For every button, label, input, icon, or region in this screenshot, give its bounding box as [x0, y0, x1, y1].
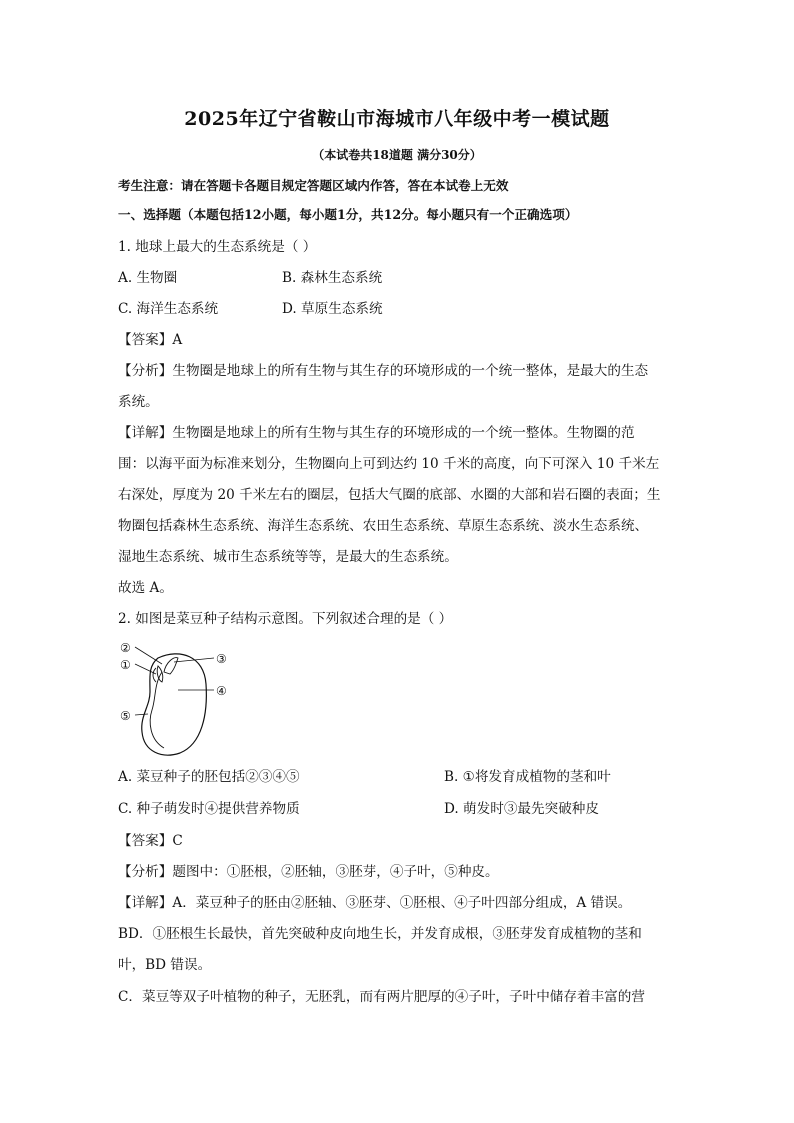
- figure-label-4: ④: [216, 684, 227, 698]
- question-2-option-b: B. ①将发育成植物的茎和叶: [444, 769, 611, 785]
- figure-label-3: ③: [216, 652, 227, 666]
- seed-coat-outline: [142, 654, 207, 755]
- question-1-detail-line: 物圈包括森林生态系统、海洋生态系统、农田生态系统、草原生态系统、淡水生态系统、: [118, 518, 649, 534]
- question-1-analysis-line: 系统。: [118, 394, 159, 410]
- question-1-option-a: A. 生物圈: [118, 270, 178, 286]
- question-2-detail-line: BD．①胚根生长最快，首先突破种皮向地生长，并发育成根，③胚芽发育成植物的茎和: [118, 926, 642, 942]
- question-2-stem: 2. 如图是菜豆种子结构示意图。下列叙述合理的是（ ）: [118, 611, 453, 627]
- exam-notice: 考生注意：请在答题卡各题目规定答题区域内作答，答在本试卷上无效: [118, 178, 509, 193]
- plumule-shape: [164, 658, 178, 674]
- question-1-answer: 【答案】A: [118, 332, 183, 348]
- cotyledon-outline: [150, 672, 164, 748]
- question-1-detail-line: 右深处，厚度为 20 千米左右的圈层，包括大气圈的底部、水圈的大部和岩石圈的表面；生: [118, 487, 661, 503]
- figure-label-1: ①: [120, 658, 131, 672]
- question-2-option-a: A. 菜豆种子的胚包括②③④⑤: [118, 769, 300, 785]
- question-1-detail-line: 【详解】生物圈是地球上的所有生物与其生存的环境形成的一个统一整体。生物圈的范: [118, 425, 635, 441]
- question-1-conclusion: 故选 A。: [118, 580, 173, 596]
- question-2-option-d: D. 萌发时③最先突破种皮: [444, 801, 599, 817]
- question-1-detail-line: 湿地生态系统、城市生态系统等等，是最大的生态系统。: [118, 549, 458, 565]
- section-heading-choice: 一、选择题（本题包括12小题，每小题1分，共12分。每小题只有一个正确选项）: [118, 207, 578, 222]
- question-1-option-b: B. 森林生态系统: [282, 270, 383, 286]
- question-2-analysis: 【分析】题图中：①胚根，②胚轴，③胚芽，④子叶，⑤种皮。: [118, 864, 499, 880]
- question-2-option-c: C. 种子萌发时④提供营养物质: [118, 801, 300, 817]
- page-title: 2025年辽宁省鞍山市海城市八年级中考一模试题: [184, 108, 610, 130]
- question-1-option-d: D. 草原生态系统: [282, 301, 383, 317]
- question-1-stem: 1. 地球上最大的生态系统是（ ）: [118, 239, 317, 255]
- figure-label-2: ②: [120, 641, 131, 655]
- figure-label-5: ⑤: [120, 709, 131, 723]
- question-1-option-c: C. 海洋生态系统: [118, 301, 219, 317]
- question-1-analysis-line: 【分析】生物圈是地球上的所有生物与其生存的环境形成的一个统一整体，是最大的生态: [118, 363, 649, 379]
- question-2-answer: 【答案】C: [118, 833, 183, 849]
- question-1-detail-line: 围：以海平面为标准来划分，生物圈向上可到达约 10 千米的高度，向下可深入 10 千米左: [118, 456, 660, 472]
- radicle-shape: [153, 668, 156, 682]
- page-subtitle: （本试卷共18道题 满分30分）: [312, 148, 482, 162]
- question-2-detail-line: C．菜豆等双子叶植物的种子，无胚乳，而有两片肥厚的④子叶，子叶中储存着丰富的营: [118, 989, 645, 1005]
- question-2-detail-line: 【详解】A．菜豆种子的胚由②胚轴、③胚芽、①胚根、④子叶四部分组成，A 错误。: [118, 895, 632, 911]
- question-2-detail-line: 叶，BD 错误。: [118, 957, 212, 973]
- bean-seed-diagram: [118, 636, 238, 761]
